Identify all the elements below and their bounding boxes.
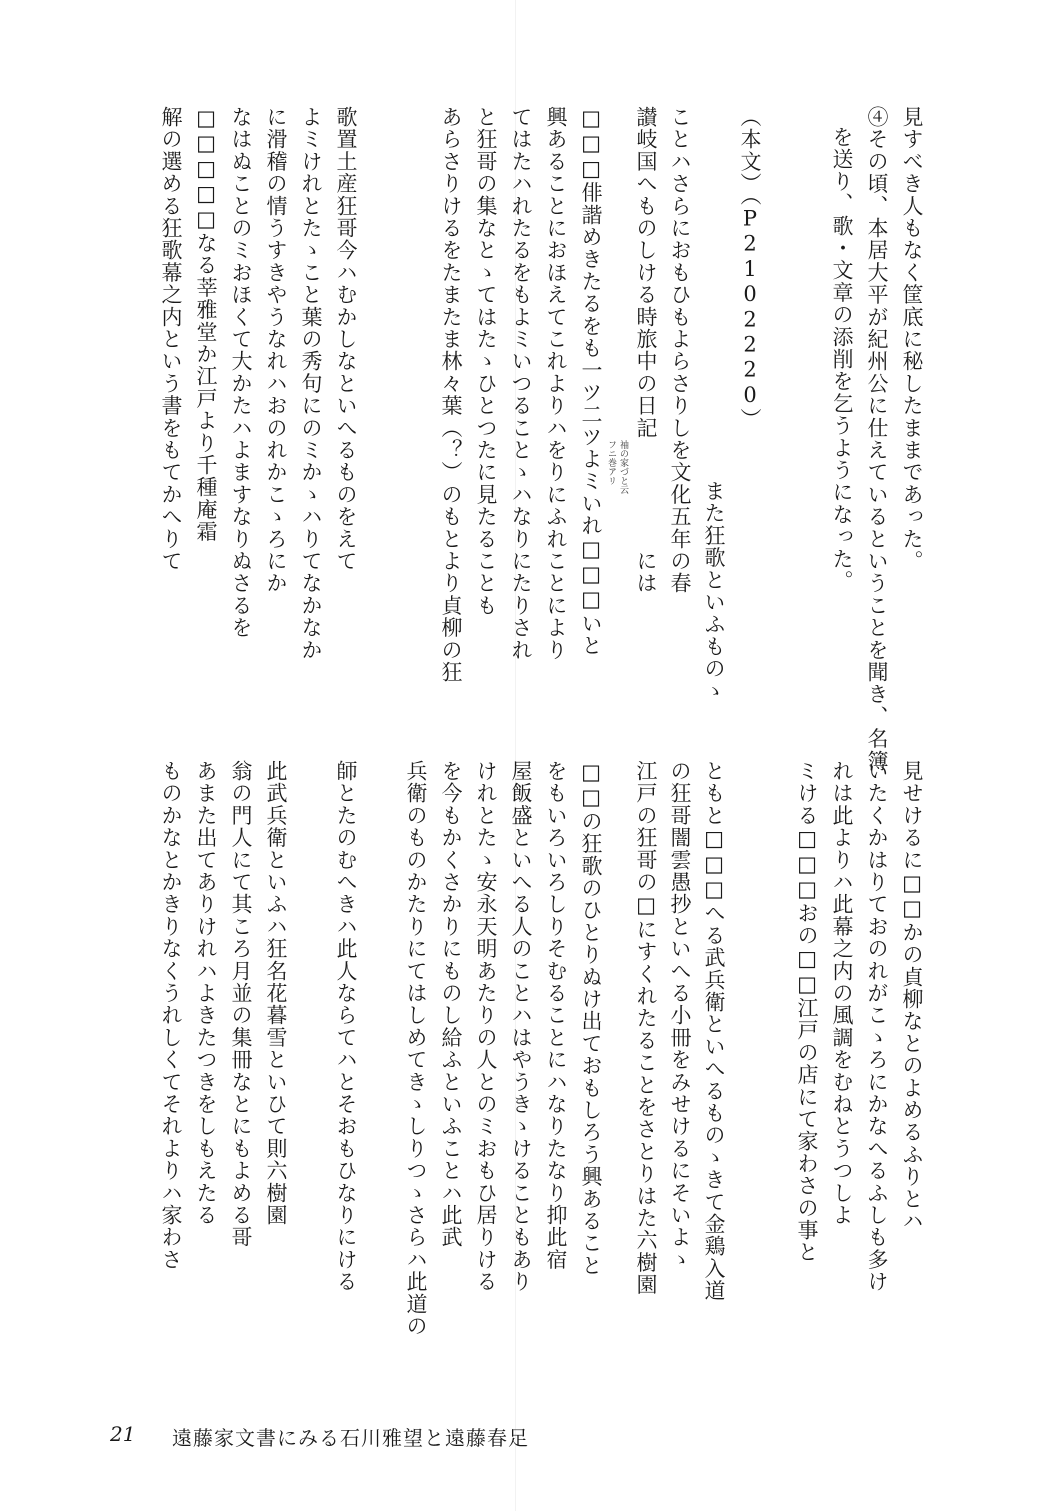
text-line: ともと□□□へる武兵衛といへるものゝきて金鶏入道 [702, 760, 726, 1302]
page-number: 21 [110, 1422, 136, 1446]
text-line: □□□俳諧めきたるをも一ツ二ツよミいれ□□□いと [579, 106, 603, 657]
intro-line-1: 見すべき人もなく筐底に秘したままであった。 [900, 106, 924, 573]
text-line: よミけれとたゝこと葉の秀句にのミかゝハりてなかなか [299, 106, 323, 661]
text-line: をもいろいろしりそむることにハなりたなり抑此宿 [544, 760, 568, 1271]
text-line: 見せけるに□□かの貞柳なとのよめるふりとハ [900, 760, 924, 1233]
text-line: と狂哥の集なとゝてはたゝひとつたに見たることも [474, 106, 498, 617]
text-line: 讃岐国へものしける時旅中の日記 には [634, 106, 658, 595]
interlinear-note: フニ巻アリ [606, 440, 616, 485]
running-title: 遠藤家文書にみる石川雅望と遠藤春足 [172, 1426, 529, 1450]
text-line: 歌置土産狂哥今ハむかしなといへるものをえて [334, 106, 358, 573]
text-line: を今もかくさかりにものし給ふといふことハ此武 [439, 760, 463, 1249]
text-line: □□の狂歌のひとりぬけ出ておもしろう興あること [579, 760, 603, 1277]
text-line: あまた出てありけれハよきたつきをしもえたる [194, 760, 218, 1227]
text-line: に滑稽の情うすきやうなれハおのれかこゝろにか [264, 106, 288, 595]
text-line: 興あることにおほえてこれよりハをりにふれことにより [544, 106, 568, 661]
intro-line-2: ④その頃、本居大平が紀州公に仕えているということを聞き、名簿 [865, 106, 889, 772]
text-line: けれとたゝ安永天明あたりの人とのミおもひ居りける [474, 760, 498, 1293]
text-line: あらさりけるをたまたま林々葉（？）のもとより貞柳の狂 [439, 106, 463, 684]
text-line: □□□□□なる莘雅堂か江戸より千種庵霜 [194, 106, 218, 543]
text-line: 此武兵衛といふハ狂名花暮雪といひて則六樹園 [264, 760, 288, 1227]
text-line: 兵衛のものかたりにてはしめてきゝしりつゝさらハ此道の [404, 760, 428, 1338]
text-line: 江戸の狂哥の□にすくれたることをさとりはた六樹園 [634, 760, 658, 1296]
text-line: ミける□□□おの□□江戸の店にて家わさの事と [795, 760, 819, 1264]
text-line: 翁の門人にて其ころ月並の集冊なとにもよめる哥 [229, 760, 253, 1249]
interlinear-note: 袖の家づと云 [618, 440, 628, 494]
text-line: ものかなとかきりなくうれしくてそれよりハ家わさ [159, 760, 183, 1271]
text-line: また狂歌といふものゝ [702, 480, 726, 702]
section-heading: （本文）（P2102220） [738, 106, 762, 431]
text-line: 解の選める狂歌幕之内という書をもてかへりて [159, 106, 183, 573]
text-line: 師とたのむへきハ此人ならてハとそおもひなりにける [334, 760, 358, 1293]
text-line: 屋飯盛といへる人のことハはやうきゝけることもあり [509, 760, 533, 1293]
text-line: いたくかはりておのれがこゝろにかなへるふしも多け [865, 760, 889, 1293]
text-line: の狂哥闇雲愚抄といへる小冊をみせけるにそいよゝ [668, 760, 692, 1271]
text-line: なはぬことのミおほくて大かたハよますなりぬさるを [229, 106, 253, 639]
text-line: れは此よりハ此幕之内の風調をむねとうつしよ [830, 760, 854, 1227]
intro-line-3: を送り、歌・文章の添削を乞うようになった。 [830, 126, 854, 593]
text-line: ことハさらにおもひもよらさりしを文化五年の春 [668, 106, 692, 595]
text-line: てはたハれたるをもよミいつることゝハなりにたりされ [509, 106, 533, 661]
